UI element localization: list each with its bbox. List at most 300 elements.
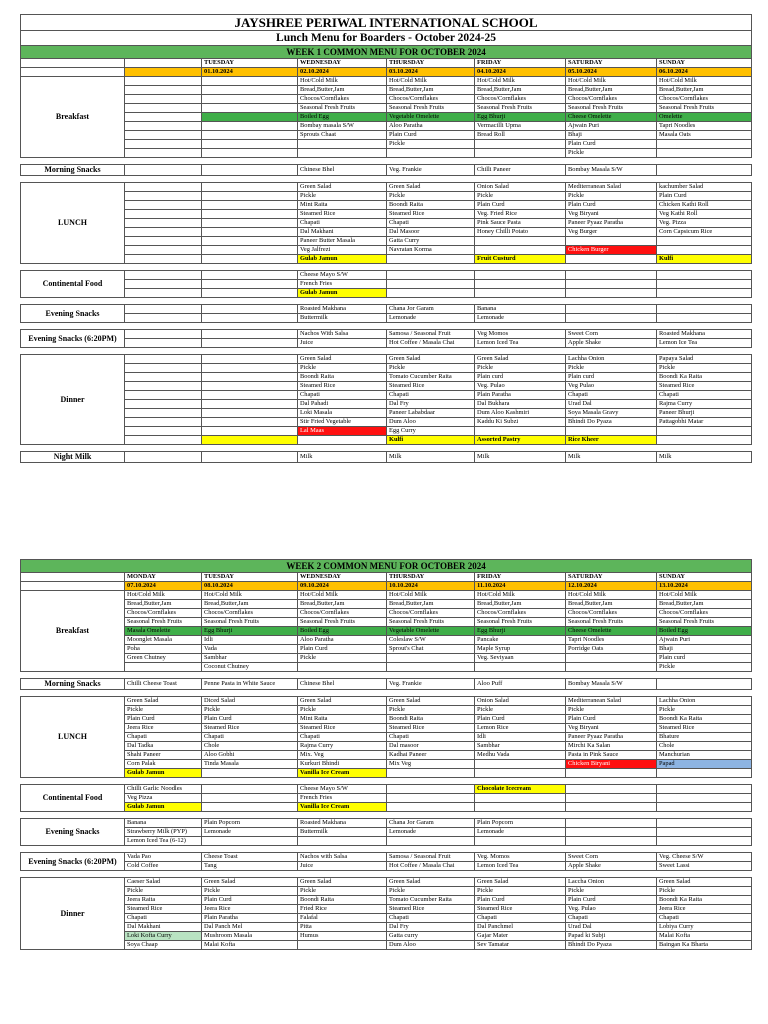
week-1-sheet xyxy=(20,14,751,463)
menu-item: Masala Omelette xyxy=(125,627,202,636)
menu-item: Mushroom Masala xyxy=(202,932,298,941)
menu-item xyxy=(202,436,298,445)
menu-item: Cold Coffee xyxy=(125,862,202,871)
menu-item xyxy=(202,77,298,86)
menu-item: Veg. Pizza xyxy=(657,219,752,228)
day-header-sunday: SUNDAY xyxy=(657,573,752,582)
section-label-evening-snacks: Evening Snacks xyxy=(21,305,125,323)
menu-item: Juice xyxy=(298,862,387,871)
menu-item xyxy=(657,149,752,158)
menu-item: Bhaji xyxy=(657,645,752,654)
menu-item xyxy=(125,663,202,672)
menu-item xyxy=(125,228,202,237)
menu-item: Gulab Jamun xyxy=(298,289,387,298)
section-gap xyxy=(21,846,752,853)
menu-item: Sambhar xyxy=(202,654,298,663)
day-header-saturday: SATURDAY xyxy=(566,573,657,582)
menu-item: Banana xyxy=(125,819,202,828)
menu-item: Fruit Custurd xyxy=(475,255,566,264)
menu-item: Boiled Egg xyxy=(298,113,387,122)
menu-item: Tang xyxy=(202,862,298,871)
date-cell-0 xyxy=(21,582,125,591)
menu-row xyxy=(21,314,752,323)
menu-item xyxy=(202,131,298,140)
menu-item xyxy=(657,280,752,289)
day-header-saturday: SATURDAY xyxy=(566,59,657,68)
menu-item: Veg Biryani xyxy=(566,210,657,219)
menu-item xyxy=(125,95,202,104)
section-gap xyxy=(21,778,752,785)
menu-item: Plain Curd xyxy=(298,645,387,654)
menu-row xyxy=(21,697,752,706)
menu-item: Caeser Salad xyxy=(125,878,202,887)
menu-row xyxy=(21,715,752,724)
menu-item xyxy=(202,355,298,364)
menu-row xyxy=(21,751,752,760)
menu-item: Pattagobhi Matar xyxy=(657,418,752,427)
menu-item: French Fries xyxy=(298,794,387,803)
menu-row xyxy=(21,733,752,742)
menu-item xyxy=(202,289,298,298)
menu-item xyxy=(475,140,566,149)
menu-item: Chocos/Cornflakes xyxy=(566,609,657,618)
menu-item xyxy=(657,165,752,176)
menu-row xyxy=(21,742,752,751)
menu-item: Chole xyxy=(657,742,752,751)
menu-item: Seasonal Fresh Fruits xyxy=(657,618,752,627)
menu-row xyxy=(21,122,752,131)
menu-item: Lachha Onion xyxy=(566,355,657,364)
menu-item: Chapati xyxy=(298,391,387,400)
menu-item: Chicken Biryani xyxy=(566,760,657,769)
menu-item xyxy=(657,837,752,846)
menu-item xyxy=(657,819,752,828)
menu-item xyxy=(125,255,202,264)
menu-item: Pickle xyxy=(566,706,657,715)
menu-row xyxy=(21,828,752,837)
menu-item: Plain Curd xyxy=(657,192,752,201)
menu-item: Plain Curd xyxy=(387,131,475,140)
menu-row xyxy=(21,355,752,364)
section-gap xyxy=(21,672,752,679)
menu-item: Seasonal Fresh Fruits xyxy=(566,618,657,627)
menu-item xyxy=(202,280,298,289)
menu-item xyxy=(566,427,657,436)
menu-row xyxy=(21,364,752,373)
menu-item: Boondi Raita xyxy=(387,201,475,210)
menu-row xyxy=(21,104,752,113)
menu-item: Hot/Cold Milk xyxy=(657,591,752,600)
menu-item xyxy=(125,104,202,113)
menu-item xyxy=(202,237,298,246)
menu-item: Tapri Noodles xyxy=(657,122,752,131)
menu-item: Plain Popcorn xyxy=(475,819,566,828)
menu-row xyxy=(21,803,752,812)
menu-item: Chocos/Cornflakes xyxy=(475,609,566,618)
menu-item: Pickle xyxy=(566,364,657,373)
menu-item: Green Salad xyxy=(298,355,387,364)
menu-item: Vegetable Omelette xyxy=(387,113,475,122)
menu-item xyxy=(202,382,298,391)
menu-item: Juice xyxy=(298,339,387,348)
section-label-breakfast: Breakfast xyxy=(21,77,125,158)
menu-item: Jeera Raita xyxy=(125,896,202,905)
menu-item: Veg Momos xyxy=(475,330,566,339)
menu-item xyxy=(125,280,202,289)
menu-item xyxy=(202,246,298,255)
menu-item: Green Salad xyxy=(298,878,387,887)
menu-item: Chinese Bhel xyxy=(298,679,387,690)
menu-row xyxy=(21,941,752,950)
menu-item: Dal Panchmel xyxy=(475,923,566,932)
menu-item: Seasonal Fresh Fruits xyxy=(298,618,387,627)
menu-item xyxy=(475,760,566,769)
menu-item: Plain Curd xyxy=(566,201,657,210)
menu-item xyxy=(202,837,298,846)
menu-item: Papad ki Subji xyxy=(566,932,657,941)
menu-row xyxy=(21,645,752,654)
menu-row xyxy=(21,289,752,298)
menu-item: Rice Kheer xyxy=(566,436,657,445)
date-cell-5: 04.10.2024 xyxy=(475,68,566,77)
menu-item: Steamed Rice xyxy=(202,724,298,733)
menu-item: Gulab Jamun xyxy=(125,803,202,812)
menu-item: Boondi Ka Raita xyxy=(657,373,752,382)
menu-item: Seasonal Fresh Fruits xyxy=(475,104,566,113)
menu-row xyxy=(21,165,752,176)
menu-item: Soya Chaap xyxy=(125,941,202,950)
menu-item: Lal Maas xyxy=(298,427,387,436)
menu-item xyxy=(387,654,475,663)
section-label-evening-snacks-6-20pm: Evening Snacks (6:20PM) xyxy=(21,853,125,871)
section-label-morning-snacks: Morning Snacks xyxy=(21,679,125,690)
menu-item: Mix Veg xyxy=(387,760,475,769)
menu-item: Bombay masala S/W xyxy=(298,122,387,131)
menu-item xyxy=(657,246,752,255)
menu-item: Paneer Pyaaz Paratha xyxy=(566,733,657,742)
menu-row xyxy=(21,409,752,418)
menu-item: Bread,Butter,Jam xyxy=(298,86,387,95)
menu-item: Hot/Cold Milk xyxy=(387,591,475,600)
menu-item: Hot/Cold Milk xyxy=(202,591,298,600)
menu-item: Steamed Rice xyxy=(387,210,475,219)
menu-item: Green Salad xyxy=(475,355,566,364)
menu-item: Chapati xyxy=(566,914,657,923)
menu-item: Lemonade xyxy=(202,828,298,837)
week-title: WEEK 2 COMMON MENU FOR OCTOBER 2024 xyxy=(21,560,752,573)
menu-item xyxy=(202,391,298,400)
menu-item: Vermacilli Upma xyxy=(475,122,566,131)
menu-item: Banana xyxy=(475,305,566,314)
menu-item: Pickle xyxy=(202,887,298,896)
menu-item: Chapati xyxy=(125,733,202,742)
day-header-wednesday: WEDNESDAY xyxy=(298,59,387,68)
menu-item: Veg. Pulao xyxy=(566,905,657,914)
menu-item xyxy=(657,794,752,803)
menu-item: Lachha Onion xyxy=(657,697,752,706)
menu-item: Chocos/Cornflakes xyxy=(566,95,657,104)
menu-item xyxy=(125,339,202,348)
menu-item: Chinese Bhel xyxy=(298,165,387,176)
menu-item: Bread,Butter,Jam xyxy=(125,600,202,609)
menu-item xyxy=(125,364,202,373)
menu-item: Mix. Veg xyxy=(298,751,387,760)
menu-item: Chapati xyxy=(387,914,475,923)
menu-item: Aloo Paratha xyxy=(387,122,475,131)
menu-item: Shahi Paneer xyxy=(125,751,202,760)
menu-item: Vanilla Ice Cream xyxy=(298,803,387,812)
menu-item: Masala Oats xyxy=(657,131,752,140)
menu-item: Plain Curd xyxy=(475,201,566,210)
menu-item: Pickle xyxy=(387,887,475,896)
menu-item: Loki Kofta Curry xyxy=(125,932,202,941)
menu-item: Kaddu Ki Subzi xyxy=(475,418,566,427)
menu-item: Dal Makhani xyxy=(125,923,202,932)
menu-item xyxy=(657,785,752,794)
menu-item xyxy=(202,122,298,131)
menu-item: French Fries xyxy=(298,280,387,289)
day-header-tuesday: TUESDAY xyxy=(202,573,298,582)
menu-item: Steamed Rice xyxy=(387,382,475,391)
menu-table-week-2 xyxy=(20,559,752,950)
menu-item: Bombay Masala S/W xyxy=(566,679,657,690)
menu-item xyxy=(657,237,752,246)
menu-row xyxy=(21,280,752,289)
menu-item xyxy=(387,803,475,812)
menu-item xyxy=(475,803,566,812)
menu-item: Chapati xyxy=(387,219,475,228)
menu-item xyxy=(657,305,752,314)
menu-item: Chilli Paneer xyxy=(475,165,566,176)
menu-item xyxy=(657,436,752,445)
menu-item: Egg Bhurji xyxy=(475,627,566,636)
menu-item: Chapati xyxy=(125,914,202,923)
menu-item xyxy=(125,355,202,364)
menu-item: Sambhar xyxy=(475,742,566,751)
menu-row xyxy=(21,627,752,636)
menu-item: Chocos/Cornflakes xyxy=(475,95,566,104)
menu-item xyxy=(125,382,202,391)
week-title: WEEK 1 COMMON MENU FOR OCTOBER 2024 xyxy=(21,46,752,59)
school-name: JAYSHREE PERIWAL INTERNATIONAL SCHOOL xyxy=(21,15,752,31)
menu-item xyxy=(125,140,202,149)
menu-item xyxy=(202,210,298,219)
menu-item xyxy=(202,314,298,323)
menu-item xyxy=(202,785,298,794)
menu-item: Veg Pulao xyxy=(566,382,657,391)
menu-item: Veg Kathi Roll xyxy=(657,210,752,219)
menu-item: Lobiya Curry xyxy=(657,923,752,932)
menu-item: Dal Bukhara xyxy=(475,400,566,409)
menu-item: Plain curd xyxy=(475,373,566,382)
menu-item: Lemon Iced Tea xyxy=(475,339,566,348)
menu-item: Falafal xyxy=(298,914,387,923)
menu-item: Lemonade xyxy=(387,828,475,837)
menu-item xyxy=(566,828,657,837)
menu-item xyxy=(125,400,202,409)
menu-item: Penne Pasta in White Sauce xyxy=(202,679,298,690)
menu-item: Bhaji xyxy=(566,131,657,140)
menu-item: Nachos With Salsa xyxy=(298,330,387,339)
menu-item: Mediterranean Salad xyxy=(566,697,657,706)
menu-item: Chapati xyxy=(202,733,298,742)
menu-item: Green Salad xyxy=(298,183,387,192)
menu-row xyxy=(21,452,752,463)
date-cell-1: 07.10.2024 xyxy=(125,582,202,591)
menu-item: Pickle xyxy=(298,706,387,715)
menu-item: Hot/Cold Milk xyxy=(657,77,752,86)
menu-item: Bread,Butter,Jam xyxy=(387,86,475,95)
day-header-blank-0 xyxy=(21,59,125,68)
menu-item xyxy=(566,280,657,289)
menu-item xyxy=(202,330,298,339)
menu-item: Steamed Rice xyxy=(298,724,387,733)
menu-item xyxy=(125,418,202,427)
menu-item: Gatta curry xyxy=(387,932,475,941)
menu-item: Stir Fried Vegetable xyxy=(298,418,387,427)
date-cell-0 xyxy=(21,68,125,77)
section-gap xyxy=(21,690,752,697)
menu-item: Chilli Cheese Toast xyxy=(125,679,202,690)
menu-item xyxy=(125,436,202,445)
menu-subtitle: Lunch Menu for Boarders - October 2024-25 xyxy=(21,31,752,46)
menu-item: Samosa / Seasonal Fruit xyxy=(387,853,475,862)
menu-item: Boiled Egg xyxy=(298,627,387,636)
menu-item: Pickle xyxy=(387,140,475,149)
menu-item: Steamed Rice xyxy=(387,724,475,733)
menu-item: Plain curd xyxy=(657,654,752,663)
menu-item xyxy=(475,769,566,778)
menu-item xyxy=(202,95,298,104)
menu-item xyxy=(387,837,475,846)
menu-item: Idli xyxy=(202,636,298,645)
menu-item: Veg. Seviyaan xyxy=(475,654,566,663)
menu-item: Ajwain Puri xyxy=(657,636,752,645)
menu-item: Jeera Rice xyxy=(202,905,298,914)
menu-item: Sprouts Chaat xyxy=(298,131,387,140)
menu-item: Veg. Frankie xyxy=(387,165,475,176)
menu-item: Chicken Kathi Roll xyxy=(657,201,752,210)
menu-item: Veg. Momos xyxy=(475,853,566,862)
day-header-blank-0 xyxy=(21,573,125,582)
menu-row xyxy=(21,373,752,382)
menu-row xyxy=(21,391,752,400)
section-gap xyxy=(21,298,752,305)
menu-item: Urad Dal xyxy=(566,923,657,932)
menu-item xyxy=(202,452,298,463)
menu-item: Lemonade xyxy=(387,314,475,323)
menu-item: Bhindi Do Pyaza xyxy=(566,418,657,427)
menu-item xyxy=(566,271,657,280)
menu-item xyxy=(202,339,298,348)
menu-item: Boiled Egg xyxy=(657,627,752,636)
menu-item xyxy=(125,122,202,131)
menu-item: Chilli Garlic Noodles xyxy=(125,785,202,794)
menu-item: Seasonal Fresh Fruits xyxy=(202,618,298,627)
menu-row xyxy=(21,95,752,104)
menu-item xyxy=(202,409,298,418)
menu-item: Chapati xyxy=(387,733,475,742)
menu-item: Plain Curd xyxy=(475,715,566,724)
menu-item: Buttermilk xyxy=(298,828,387,837)
menu-item xyxy=(202,201,298,210)
menu-item: Paneer Pyaaz Paratha xyxy=(566,219,657,228)
section-label-breakfast: Breakfast xyxy=(21,591,125,672)
menu-row xyxy=(21,862,752,871)
menu-item xyxy=(657,828,752,837)
menu-item: Milk xyxy=(566,452,657,463)
section-gap xyxy=(21,264,752,271)
menu-item: Tomato Cucumber Raita xyxy=(387,373,475,382)
menu-item: Ajwain Puri xyxy=(566,122,657,131)
menu-item: Milk xyxy=(298,452,387,463)
section-gap xyxy=(21,348,752,355)
menu-item: Chocos/Cornflakes xyxy=(657,95,752,104)
menu-row xyxy=(21,636,752,645)
menu-item: Jeera Rice xyxy=(125,724,202,733)
menu-item: Veg Jalfrezi xyxy=(298,246,387,255)
menu-item xyxy=(125,165,202,176)
menu-item: Sweet Corn xyxy=(566,330,657,339)
menu-row xyxy=(21,77,752,86)
menu-item: Bread Roll xyxy=(475,131,566,140)
menu-item xyxy=(125,373,202,382)
menu-item xyxy=(657,679,752,690)
menu-item: Urad Dal xyxy=(566,400,657,409)
day-header-monday: MONDAY xyxy=(125,573,202,582)
menu-item: Pickle xyxy=(566,887,657,896)
menu-item: Dum Aloo xyxy=(387,941,475,950)
menu-item xyxy=(125,330,202,339)
menu-item xyxy=(566,803,657,812)
menu-item: Roasted Makhana xyxy=(298,305,387,314)
day-header-friday: FRIDAY xyxy=(475,59,566,68)
menu-item xyxy=(202,305,298,314)
menu-row xyxy=(21,339,752,348)
menu-row xyxy=(21,427,752,436)
section-label-evening-snacks: Evening Snacks xyxy=(21,819,125,846)
menu-item: Manchurian xyxy=(657,751,752,760)
menu-item xyxy=(125,452,202,463)
date-cell-2: 08.10.2024 xyxy=(202,582,298,591)
menu-item: Plain Popcorn xyxy=(202,819,298,828)
menu-row xyxy=(21,724,752,733)
menu-item: Baingan Ka Bharta xyxy=(657,941,752,950)
menu-item: Papaya Salad xyxy=(657,355,752,364)
menu-item xyxy=(202,86,298,95)
menu-item: Green Salad xyxy=(475,878,566,887)
section-gap xyxy=(21,445,752,452)
menu-item xyxy=(125,192,202,201)
menu-item: Coleslaw S/W xyxy=(387,636,475,645)
menu-item: Cheese Toast xyxy=(202,853,298,862)
menu-item: Rajma Curry xyxy=(298,742,387,751)
menu-item: Omelette xyxy=(657,113,752,122)
menu-item xyxy=(566,314,657,323)
menu-item: Milk xyxy=(657,452,752,463)
menu-row xyxy=(21,436,752,445)
menu-item: Papad xyxy=(657,760,752,769)
menu-item: Chocolate Icecream xyxy=(475,785,566,794)
menu-item xyxy=(125,314,202,323)
menu-item: Chocos/Cornflakes xyxy=(387,95,475,104)
menu-row xyxy=(21,271,752,280)
menu-item xyxy=(475,246,566,255)
menu-row xyxy=(21,794,752,803)
menu-item: Hot/Cold Milk xyxy=(475,591,566,600)
menu-row xyxy=(21,878,752,887)
menu-item: Malai Kofta xyxy=(657,932,752,941)
